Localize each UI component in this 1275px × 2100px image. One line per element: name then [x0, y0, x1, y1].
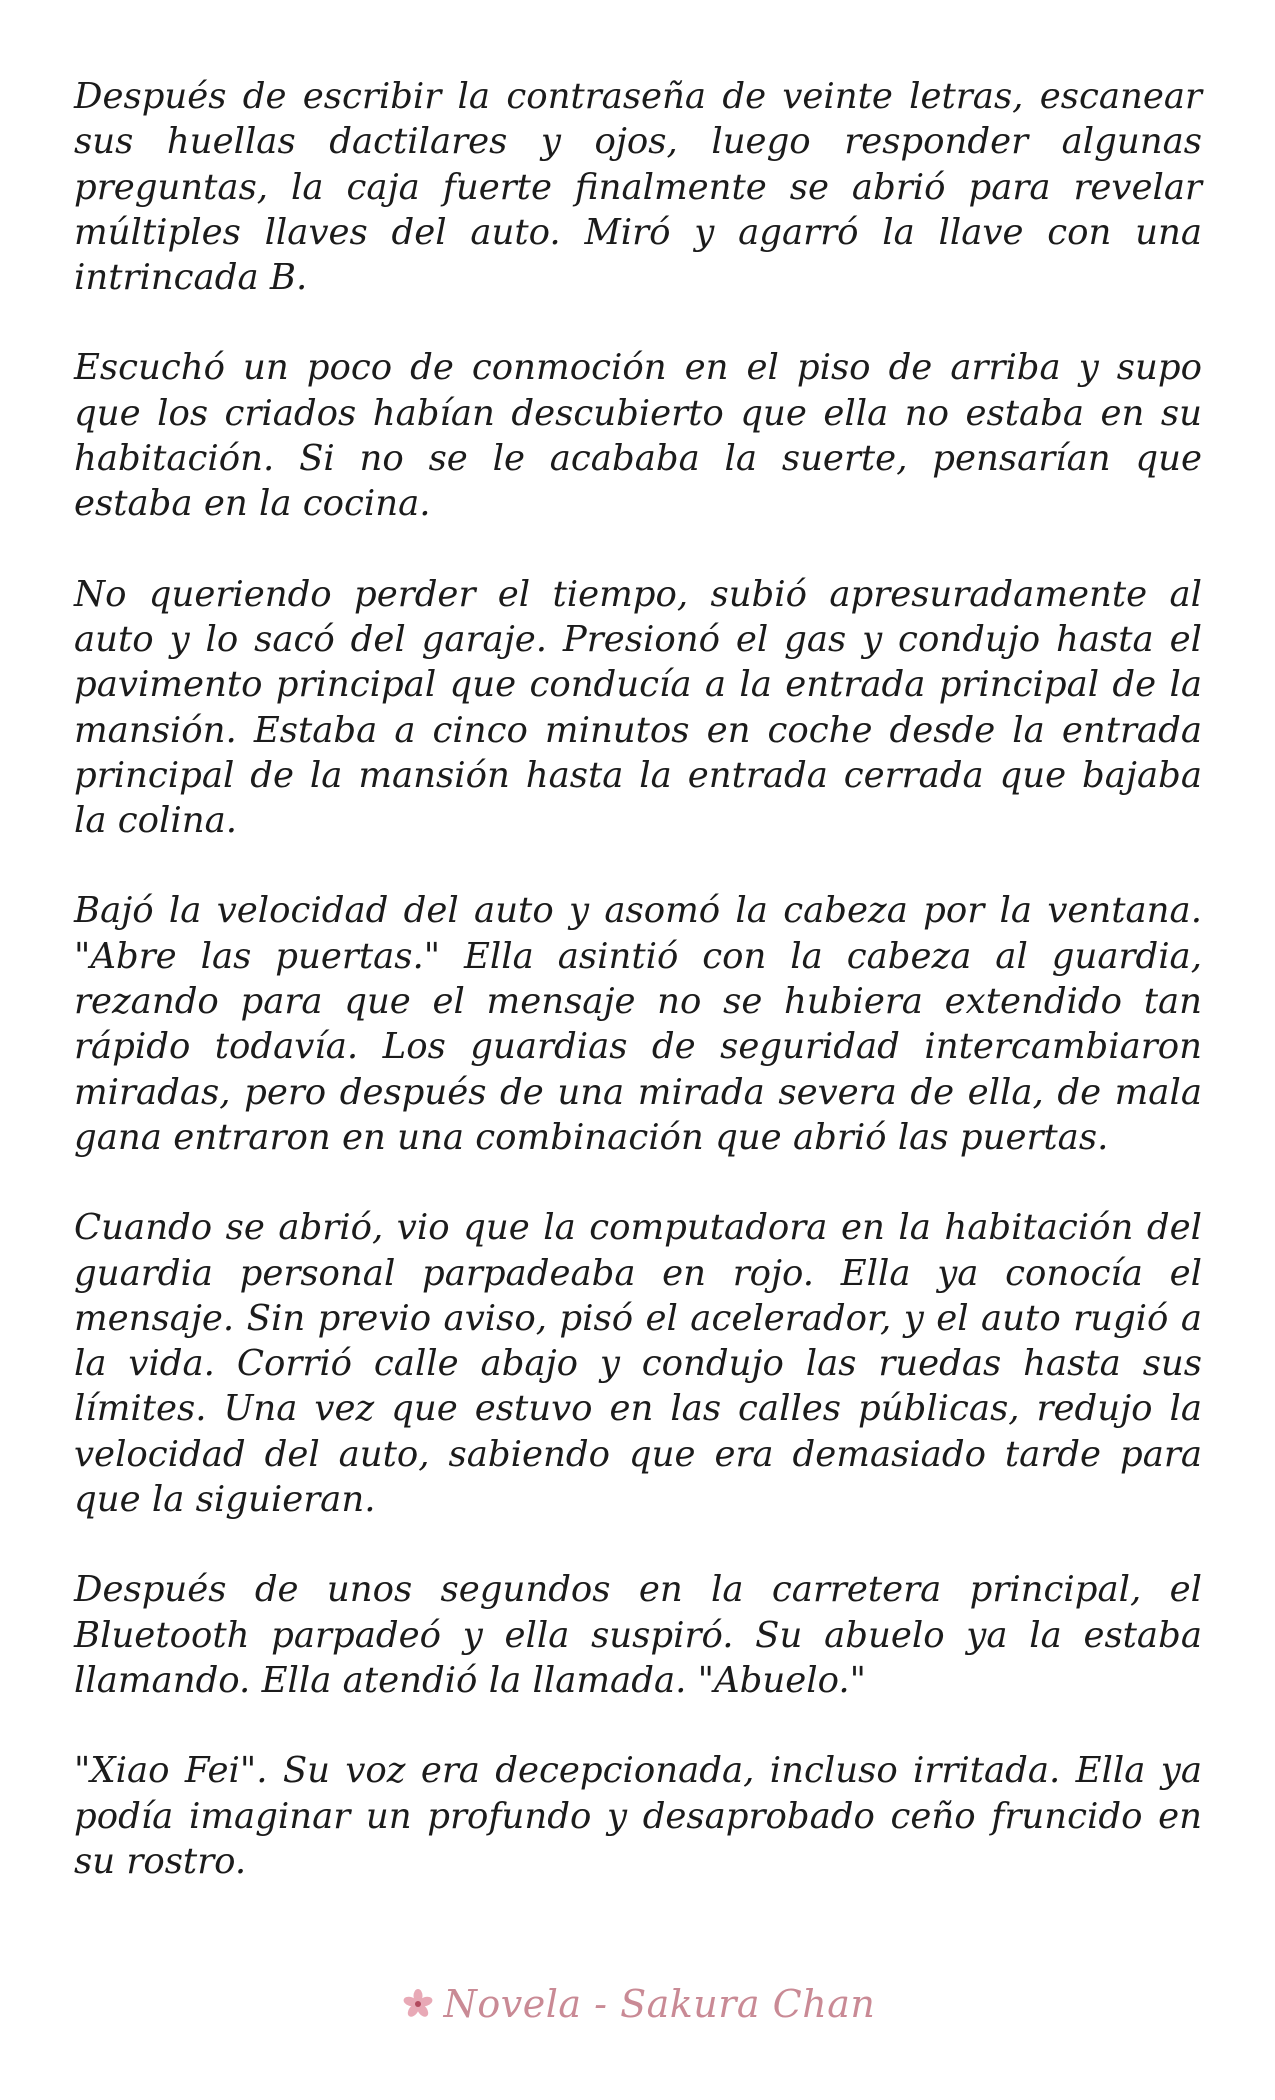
paragraph-6: Después de unos segundos en la carretera principal, el Bluetooth parpadeó y ella suspiró. Su abuelo ya la estaba llamando. Ella atendió la llamada. "Abuelo." — [74, 1569, 1202, 1701]
paragraph-3: No queriendo perder el tiempo, subió apresuradamente al auto y lo sacó del garaje. Presionó el gas y condujo hasta el pavimento principal que conducía a la entrada principal de la mansión. Estaba a cinco minutos en coche desde la entrada principal de la mansión hasta la entrada cerrada que bajaba la colina. — [74, 573, 1202, 842]
paragraph-7: "Xiao Fei". Su voz era decepcionada, incluso irritada. Ella ya podía imaginar un profundo y desaprobado ceño fruncido en su rostro. — [74, 1750, 1202, 1882]
watermark-group — [400, 1982, 876, 2026]
sakura-flower-icon — [400, 1986, 436, 2022]
document-body — [74, 74, 1202, 1929]
paragraph-1: Después de escribir la contraseña de veinte letras, escanear sus huellas dactilares y ojos, luego responder algunas preguntas, la caja fuerte finalmente se abrió para revelar múltiples llaves del auto. Miró y agarró la llave con una intrincada B. — [74, 76, 1202, 299]
watermark-text: Novela - Sakura Chan — [443, 1982, 876, 2026]
paragraph-5: Cuando se abrió, vio que la computadora en la habitación del guardia personal parpadeaba en rojo. Ella ya conocía el mensaje. Sin previo aviso, pisó el acelerador, y el auto rugió a la vida. Corrió calle abajo y condujo las ruedas hasta sus límites. Una vez que estuvo en las calles públicas, redujo la velocidad del auto, sabiendo que era demasiado tarde para que la siguieran. — [74, 1207, 1202, 1521]
paragraph-4: Bajó la velocidad del auto y asomó la cabeza por la ventana. "Abre las puertas." Ella asintió con la cabeza al guardia, rezando para que el mensaje no se hubiera extendido tan rápido todavía. Los guardias de seguridad intercambiaron miradas, pero después de una mirada severa de ella, de mala gana entraron en una combinación que abrió las puertas. — [74, 890, 1202, 1158]
paragraph-2: Escuchó un poco de conmoción en el piso de arriba y supo que los criados habían descubierto que ella no estaba en su habitación. Si no se le acababa la suerte, pensarían que estaba en la cocina. — [74, 347, 1202, 525]
watermark — [0, 1982, 1275, 2027]
